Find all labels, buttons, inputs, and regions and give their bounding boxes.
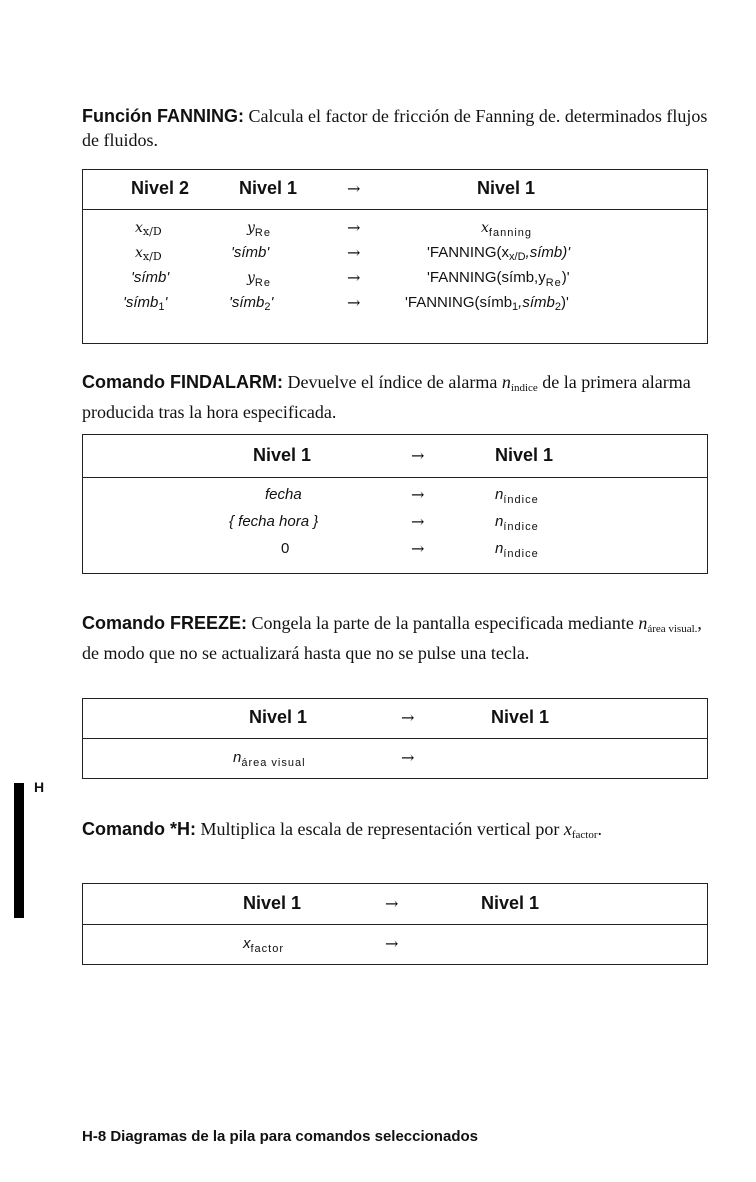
starh-stack-table xyxy=(82,883,708,965)
table-row: $x_{x/D}$ $y_{Re}$ → $x_{fanning}$ xyxy=(135,218,532,239)
fanning-stack-table xyxy=(82,169,708,344)
freeze-command-name: Comando FREEZE: xyxy=(82,613,247,633)
table-row: $x_{factor}$ → xyxy=(243,934,399,955)
header-level-2: Nivel 2 xyxy=(131,178,190,198)
findalarm-description: Comando FINDALARM: Devuelve el índice de alarma $n_{índice}$ de la primera alarma producida tras la hora especificada. xyxy=(82,372,691,422)
freeze-table-header: Nivel 1 → Nivel 1 xyxy=(83,699,707,739)
fanning-description: Función FANNING: Calcula el factor de fricción de Fanning de. determinados flujos de fluidos. xyxy=(82,106,708,150)
findalarm-stack-table xyxy=(82,434,708,574)
table-row: $n_{área visual}$ → xyxy=(233,748,415,769)
table-row: 'símb$_1$' 'símb$_2$' → 'FANNING(símb$_1$,símb$_2$)' xyxy=(123,293,569,313)
freeze-stack-table xyxy=(82,698,708,779)
findalarm-command-name: Comando FINDALARM: xyxy=(82,372,283,392)
header-arrow: → xyxy=(347,179,361,198)
section-tab-bar xyxy=(14,783,24,918)
freeze-description: Comando FREEZE: Congela la parte de la pantalla especificada mediante $n_{área visual.}$, de modo que no se actualizará hasta que no se pulse una tecla. xyxy=(82,613,702,663)
page-footer: H-8 Diagramas de la pila para comandos seleccionados xyxy=(82,1128,478,1145)
table-row: fecha → $n_{índice}$ xyxy=(265,485,539,506)
fanning-table-header xyxy=(83,170,707,210)
table-row: { fecha hora } → $n_{índice}$ xyxy=(229,512,539,533)
findalarm-table-header: Nivel 1 → Nivel 1 xyxy=(83,435,707,478)
section-tab-letter: H xyxy=(34,779,45,795)
starh-table-header: Nivel 1 → Nivel 1 xyxy=(83,884,707,925)
table-row: 'símb' $y_{Re}$ → '$FANNING(símb,y_{Re})$' xyxy=(131,268,570,289)
fanning-command-name: Función FANNING: xyxy=(82,106,244,126)
header-level-1: Nivel 1 xyxy=(239,178,298,198)
starh-description: Comando *H: Multiplica la escala de representación vertical por $x_{factor}$. xyxy=(82,819,602,841)
starh-command-name: Comando *H: xyxy=(82,819,196,839)
table-row: $x_{x/D}$ 'símb' → '$FANNING(x_{x/D},símb)$' xyxy=(135,243,571,263)
header-output-level-1: Nivel 1 xyxy=(477,178,536,198)
table-row: 0 → $n_{índice}$ xyxy=(281,539,539,560)
